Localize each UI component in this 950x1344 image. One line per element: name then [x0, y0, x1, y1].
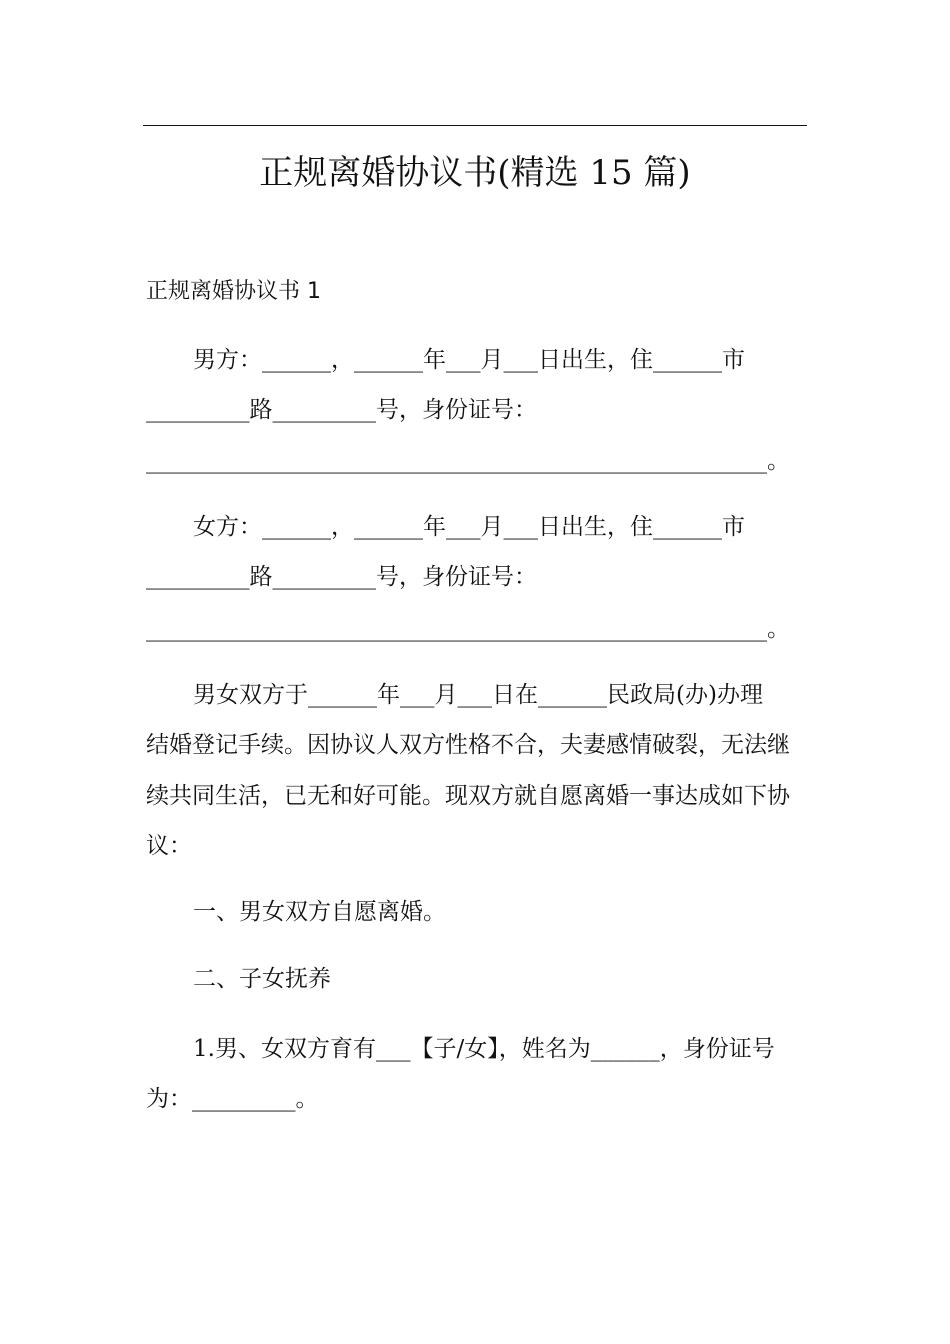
male-party-line-1: 男方：______，______年___月___日出生，住______市: [193, 347, 745, 373]
female-party-line-3: ______________________________________________________。: [146, 616, 790, 642]
section-heading: 正规离婚协议书 1: [146, 279, 321, 304]
male-party-line-2: _________路_________号，身份证号：: [146, 397, 537, 423]
female-party-line-1: 女方：______，______年___月___日出生，住______市: [193, 514, 745, 540]
paragraph-line: 议：: [146, 833, 192, 859]
paragraph-line: 续共同生活，已无和好可能。现双方就自愿离婚一事达成如下协: [146, 783, 790, 809]
header-rule: [143, 125, 807, 126]
female-party-line-2: _________路_________号，身份证号：: [146, 564, 537, 590]
clause-one: 一、男女双方自愿离婚。: [193, 899, 446, 925]
male-party-line-3: ______________________________________________________。: [146, 448, 790, 474]
clause-two-item-line: 1.男、女双方育有___【子/女】，姓名为______，身份证号: [193, 1036, 775, 1062]
paragraph-line: 男女双方于______年___月___日在______民政局(办)办理: [193, 682, 763, 708]
document-title: 正规离婚协议书(精选 15 篇): [259, 153, 691, 193]
paragraph-line: 结婚登记手续。因协议人双方性格不合，夫妻感情破裂，无法继: [146, 732, 790, 758]
clause-two-item-line: 为：_________。: [146, 1086, 319, 1112]
clause-two-heading: 二、子女抚养: [193, 966, 331, 992]
